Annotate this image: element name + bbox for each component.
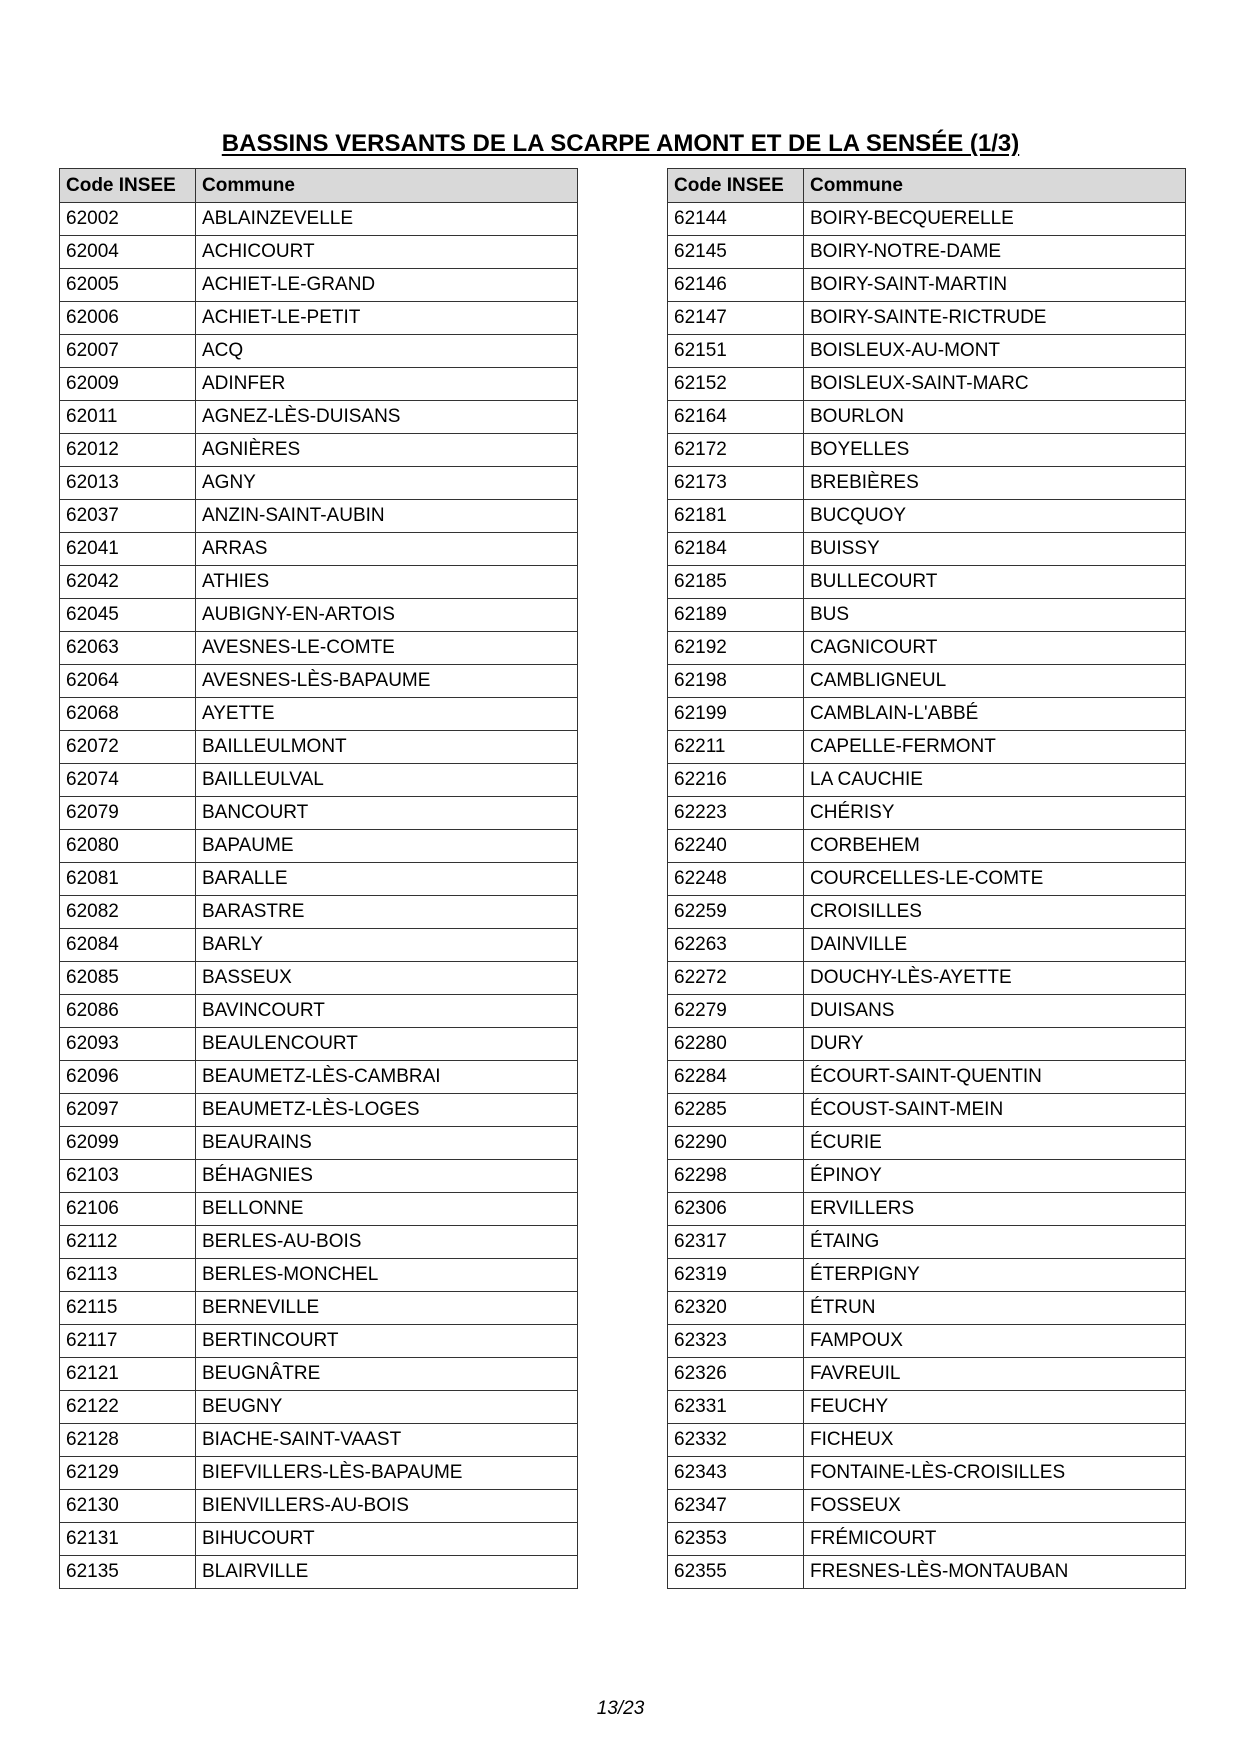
table-row: [668, 1292, 1186, 1325]
table-row: [60, 764, 578, 797]
commune-cell: ÉTAING: [804, 1226, 1186, 1259]
code-insee-cell: 62259: [668, 896, 804, 929]
commune-cell: ARRAS: [196, 533, 578, 566]
commune-cell: BOISLEUX-SAINT-MARC: [804, 368, 1186, 401]
commune-cell: BERLES-MONCHEL: [196, 1259, 578, 1292]
code-insee-cell: 62184: [668, 533, 804, 566]
table-row: [60, 203, 578, 236]
communes-table-right: [667, 168, 1186, 1589]
table-row: [668, 863, 1186, 896]
commune-cell: CAMBLIGNEUL: [804, 665, 1186, 698]
table-row: [668, 467, 1186, 500]
code-insee-cell: 62326: [668, 1358, 804, 1391]
code-insee-cell: 62099: [60, 1127, 196, 1160]
commune-cell: FONTAINE-LÈS-CROISILLES: [804, 1457, 1186, 1490]
code-insee-cell: 62144: [668, 203, 804, 236]
commune-cell: AGNY: [196, 467, 578, 500]
table-row: [60, 797, 578, 830]
code-insee-cell: 62152: [668, 368, 804, 401]
commune-cell: AUBIGNY-EN-ARTOIS: [196, 599, 578, 632]
table-row: [60, 1391, 578, 1424]
table-row: [668, 566, 1186, 599]
code-insee-cell: 62113: [60, 1259, 196, 1292]
code-insee-cell: 62272: [668, 962, 804, 995]
commune-cell: BÉHAGNIES: [196, 1160, 578, 1193]
code-insee-cell: 62013: [60, 467, 196, 500]
table-header: [668, 169, 1186, 203]
code-insee-cell: 62343: [668, 1457, 804, 1490]
code-insee-cell: 62064: [60, 665, 196, 698]
table-row: [668, 269, 1186, 302]
commune-cell: BEAULENCOURT: [196, 1028, 578, 1061]
code-insee-cell: 62164: [668, 401, 804, 434]
table-row: [668, 929, 1186, 962]
code-insee-cell: 62129: [60, 1457, 196, 1490]
commune-cell: BEUGNY: [196, 1391, 578, 1424]
commune-header: Commune: [196, 169, 578, 203]
code-insee-cell: 62131: [60, 1523, 196, 1556]
table-row: [668, 764, 1186, 797]
commune-cell: ERVILLERS: [804, 1193, 1186, 1226]
code-insee-cell: 62135: [60, 1556, 196, 1589]
code-insee-cell: 62037: [60, 500, 196, 533]
table-row: [60, 731, 578, 764]
commune-cell: FAVREUIL: [804, 1358, 1186, 1391]
commune-cell: ÉTERPIGNY: [804, 1259, 1186, 1292]
commune-cell: ANZIN-SAINT-AUBIN: [196, 500, 578, 533]
table-row: [60, 302, 578, 335]
commune-cell: CAGNICOURT: [804, 632, 1186, 665]
commune-cell: BANCOURT: [196, 797, 578, 830]
table-body: [668, 203, 1186, 1589]
code-insee-cell: 62041: [60, 533, 196, 566]
code-insee-cell: 62279: [668, 995, 804, 1028]
commune-cell: BERTINCOURT: [196, 1325, 578, 1358]
code-insee-cell: 62355: [668, 1556, 804, 1589]
code-insee-cell: 62151: [668, 335, 804, 368]
code-insee-cell: 62042: [60, 566, 196, 599]
code-insee-cell: 62353: [668, 1523, 804, 1556]
table-row: [668, 797, 1186, 830]
table-row: [668, 1523, 1186, 1556]
code-insee-cell: 62079: [60, 797, 196, 830]
table-row: [60, 467, 578, 500]
table-row: [60, 1226, 578, 1259]
code-insee-cell: 62115: [60, 1292, 196, 1325]
table-row: [60, 236, 578, 269]
code-insee-cell: 62072: [60, 731, 196, 764]
code-insee-cell: 62331: [668, 1391, 804, 1424]
commune-cell: AVESNES-LÈS-BAPAUME: [196, 665, 578, 698]
code-insee-cell: 62122: [60, 1391, 196, 1424]
commune-cell: BELLONNE: [196, 1193, 578, 1226]
code-insee-cell: 62347: [668, 1490, 804, 1523]
table-row: [668, 533, 1186, 566]
code-insee-cell: 62284: [668, 1061, 804, 1094]
commune-cell: BIACHE-SAINT-VAAST: [196, 1424, 578, 1457]
header-row: [60, 169, 578, 203]
table-row: [668, 1325, 1186, 1358]
table-row: [60, 599, 578, 632]
table-row: [60, 1358, 578, 1391]
commune-header: Commune: [804, 169, 1186, 203]
commune-cell: BAPAUME: [196, 830, 578, 863]
code-insee-cell: 62147: [668, 302, 804, 335]
table-row: [60, 566, 578, 599]
code-insee-cell: 62280: [668, 1028, 804, 1061]
table-row: [668, 1028, 1186, 1061]
page-number: 13/23: [596, 1698, 645, 1719]
code-insee-cell: 62068: [60, 698, 196, 731]
table-row: [668, 1094, 1186, 1127]
commune-cell: FAMPOUX: [804, 1325, 1186, 1358]
commune-cell: DUISANS: [804, 995, 1186, 1028]
table-row: [60, 500, 578, 533]
commune-cell: CORBEHEM: [804, 830, 1186, 863]
commune-cell: BOIRY-BECQUERELLE: [804, 203, 1186, 236]
table-row: [668, 1193, 1186, 1226]
table-row: [60, 1556, 578, 1589]
commune-cell: BUS: [804, 599, 1186, 632]
code-insee-cell: 62198: [668, 665, 804, 698]
code-insee-cell: 62323: [668, 1325, 804, 1358]
table-row: [60, 896, 578, 929]
commune-cell: BOISLEUX-AU-MONT: [804, 335, 1186, 368]
table-row: [668, 203, 1186, 236]
table-row: [60, 665, 578, 698]
commune-cell: DOUCHY-LÈS-AYETTE: [804, 962, 1186, 995]
commune-cell: ÉPINOY: [804, 1160, 1186, 1193]
code-insee-header: Code INSEE: [60, 169, 196, 203]
table-row: [60, 1292, 578, 1325]
table-row: [668, 1391, 1186, 1424]
code-insee-cell: 62306: [668, 1193, 804, 1226]
commune-cell: BEAUMETZ-LÈS-LOGES: [196, 1094, 578, 1127]
table-row: [60, 533, 578, 566]
commune-cell: BASSEUX: [196, 962, 578, 995]
commune-cell: ACHIET-LE-PETIT: [196, 302, 578, 335]
table-row: [668, 665, 1186, 698]
commune-cell: FICHEUX: [804, 1424, 1186, 1457]
commune-cell: CAMBLAIN-L'ABBÉ: [804, 698, 1186, 731]
code-insee-cell: 62007: [60, 335, 196, 368]
table-row: [60, 269, 578, 302]
code-insee-cell: 62080: [60, 830, 196, 863]
commune-cell: BOIRY-NOTRE-DAME: [804, 236, 1186, 269]
code-insee-cell: 62320: [668, 1292, 804, 1325]
table-row: [668, 896, 1186, 929]
commune-cell: ÉCOUST-SAINT-MEIN: [804, 1094, 1186, 1127]
table-row: [668, 1358, 1186, 1391]
table-row: [60, 335, 578, 368]
table-row: [60, 434, 578, 467]
table-row: [668, 731, 1186, 764]
commune-cell: CHÉRISY: [804, 797, 1186, 830]
table-row: [668, 236, 1186, 269]
table-row: [60, 1457, 578, 1490]
code-insee-cell: 62332: [668, 1424, 804, 1457]
table-row: [668, 1259, 1186, 1292]
table-row: [60, 1028, 578, 1061]
code-insee-cell: 62086: [60, 995, 196, 1028]
table-row: [668, 1061, 1186, 1094]
code-insee-cell: 62117: [60, 1325, 196, 1358]
code-insee-cell: 62093: [60, 1028, 196, 1061]
commune-cell: ACHIET-LE-GRAND: [196, 269, 578, 302]
code-insee-cell: 62085: [60, 962, 196, 995]
table-row: [60, 632, 578, 665]
commune-cell: AVESNES-LE-COMTE: [196, 632, 578, 665]
table-row: [60, 1259, 578, 1292]
table-row: [668, 698, 1186, 731]
code-insee-cell: 62181: [668, 500, 804, 533]
commune-cell: DAINVILLE: [804, 929, 1186, 962]
table-row: [668, 1457, 1186, 1490]
commune-cell: BIENVILLERS-AU-BOIS: [196, 1490, 578, 1523]
code-insee-cell: 62097: [60, 1094, 196, 1127]
code-insee-cell: 62145: [668, 236, 804, 269]
table-row: [60, 1193, 578, 1226]
commune-cell: AGNIÈRES: [196, 434, 578, 467]
commune-cell: COURCELLES-LE-COMTE: [804, 863, 1186, 896]
table-row: [60, 962, 578, 995]
commune-cell: ÉCURIE: [804, 1127, 1186, 1160]
table-row: [60, 1160, 578, 1193]
table-row: [668, 401, 1186, 434]
table-row: [60, 1094, 578, 1127]
code-insee-cell: 62223: [668, 797, 804, 830]
code-insee-cell: 62063: [60, 632, 196, 665]
commune-cell: BUISSY: [804, 533, 1186, 566]
code-insee-cell: 62146: [668, 269, 804, 302]
commune-cell: BAVINCOURT: [196, 995, 578, 1028]
table-header: [60, 169, 578, 203]
communes-table-left: [59, 168, 578, 1589]
table-row: [668, 1160, 1186, 1193]
commune-cell: FRÉMICOURT: [804, 1523, 1186, 1556]
table-body: [60, 203, 578, 1589]
code-insee-cell: 62189: [668, 599, 804, 632]
commune-cell: ATHIES: [196, 566, 578, 599]
code-insee-cell: 62004: [60, 236, 196, 269]
code-insee-cell: 62084: [60, 929, 196, 962]
table-row: [668, 1226, 1186, 1259]
code-insee-cell: 62185: [668, 566, 804, 599]
commune-cell: FRESNES-LÈS-MONTAUBAN: [804, 1556, 1186, 1589]
table-row: [668, 1556, 1186, 1589]
page-title: BASSINS VERSANTS DE LA SCARPE AMONT ET DE LA SENSÉE (1/3): [221, 130, 1020, 158]
code-insee-cell: 62106: [60, 1193, 196, 1226]
table-row: [668, 632, 1186, 665]
code-insee-cell: 62298: [668, 1160, 804, 1193]
table-row: [60, 1061, 578, 1094]
code-insee-cell: 62285: [668, 1094, 804, 1127]
table-row: [60, 1523, 578, 1556]
commune-cell: BERNEVILLE: [196, 1292, 578, 1325]
code-insee-cell: 62317: [668, 1226, 804, 1259]
code-insee-cell: 62172: [668, 434, 804, 467]
table-row: [60, 1490, 578, 1523]
commune-cell: BARASTRE: [196, 896, 578, 929]
code-insee-cell: 62173: [668, 467, 804, 500]
code-insee-cell: 62009: [60, 368, 196, 401]
commune-cell: BIHUCOURT: [196, 1523, 578, 1556]
commune-cell: BOIRY-SAINTE-RICTRUDE: [804, 302, 1186, 335]
table-row: [60, 1127, 578, 1160]
table-row: [60, 1325, 578, 1358]
commune-cell: FEUCHY: [804, 1391, 1186, 1424]
table-row: [60, 1424, 578, 1457]
commune-cell: BLAIRVILLE: [196, 1556, 578, 1589]
table-row: [668, 302, 1186, 335]
code-insee-cell: 62121: [60, 1358, 196, 1391]
commune-cell: BERLES-AU-BOIS: [196, 1226, 578, 1259]
commune-cell: BOIRY-SAINT-MARTIN: [804, 269, 1186, 302]
table-row: [668, 1127, 1186, 1160]
table-row: [60, 401, 578, 434]
commune-cell: BAILLEULVAL: [196, 764, 578, 797]
commune-cell: CROISILLES: [804, 896, 1186, 929]
table-row: [668, 1490, 1186, 1523]
code-insee-header: Code INSEE: [668, 169, 804, 203]
code-insee-cell: 62103: [60, 1160, 196, 1193]
table-row: [60, 368, 578, 401]
code-insee-cell: 62005: [60, 269, 196, 302]
table-row: [60, 830, 578, 863]
code-insee-cell: 62240: [668, 830, 804, 863]
code-insee-cell: 62192: [668, 632, 804, 665]
table-row: [668, 1424, 1186, 1457]
table-row: [60, 929, 578, 962]
header-row: [668, 169, 1186, 203]
table-row: [60, 698, 578, 731]
code-insee-cell: 62248: [668, 863, 804, 896]
commune-cell: LA CAUCHIE: [804, 764, 1186, 797]
commune-cell: CAPELLE-FERMONT: [804, 731, 1186, 764]
commune-cell: BOURLON: [804, 401, 1186, 434]
commune-cell: DURY: [804, 1028, 1186, 1061]
commune-cell: BIEFVILLERS-LÈS-BAPAUME: [196, 1457, 578, 1490]
code-insee-cell: 62263: [668, 929, 804, 962]
code-insee-cell: 62002: [60, 203, 196, 236]
commune-cell: BAILLEULMONT: [196, 731, 578, 764]
table-row: [668, 599, 1186, 632]
code-insee-cell: 62081: [60, 863, 196, 896]
commune-cell: ADINFER: [196, 368, 578, 401]
commune-cell: ACHICOURT: [196, 236, 578, 269]
code-insee-cell: 62128: [60, 1424, 196, 1457]
commune-cell: ÉCOURT-SAINT-QUENTIN: [804, 1061, 1186, 1094]
code-insee-cell: 62006: [60, 302, 196, 335]
table-row: [60, 995, 578, 1028]
commune-cell: BUCQUOY: [804, 500, 1186, 533]
code-insee-cell: 62112: [60, 1226, 196, 1259]
commune-cell: BULLECOURT: [804, 566, 1186, 599]
commune-cell: BEAUMETZ-LÈS-CAMBRAI: [196, 1061, 578, 1094]
commune-cell: BREBIÈRES: [804, 467, 1186, 500]
table-row: [60, 863, 578, 896]
code-insee-cell: 62319: [668, 1259, 804, 1292]
table-row: [668, 995, 1186, 1028]
commune-cell: BARALLE: [196, 863, 578, 896]
commune-cell: BEAURAINS: [196, 1127, 578, 1160]
table-row: [668, 335, 1186, 368]
code-insee-cell: 62130: [60, 1490, 196, 1523]
table-row: [668, 500, 1186, 533]
code-insee-cell: 62012: [60, 434, 196, 467]
commune-cell: ABLAINZEVELLE: [196, 203, 578, 236]
table-row: [668, 368, 1186, 401]
commune-cell: AYETTE: [196, 698, 578, 731]
commune-cell: BOYELLES: [804, 434, 1186, 467]
code-insee-cell: 62096: [60, 1061, 196, 1094]
code-insee-cell: 62045: [60, 599, 196, 632]
commune-cell: FOSSEUX: [804, 1490, 1186, 1523]
code-insee-cell: 62216: [668, 764, 804, 797]
commune-cell: AGNEZ-LÈS-DUISANS: [196, 401, 578, 434]
table-row: [668, 434, 1186, 467]
code-insee-cell: 62074: [60, 764, 196, 797]
commune-cell: ACQ: [196, 335, 578, 368]
commune-cell: BEUGNÂTRE: [196, 1358, 578, 1391]
code-insee-cell: 62011: [60, 401, 196, 434]
table-row: [668, 962, 1186, 995]
commune-cell: ÉTRUN: [804, 1292, 1186, 1325]
code-insee-cell: 62199: [668, 698, 804, 731]
table-row: [668, 830, 1186, 863]
code-insee-cell: 62290: [668, 1127, 804, 1160]
commune-cell: BARLY: [196, 929, 578, 962]
code-insee-cell: 62082: [60, 896, 196, 929]
code-insee-cell: 62211: [668, 731, 804, 764]
